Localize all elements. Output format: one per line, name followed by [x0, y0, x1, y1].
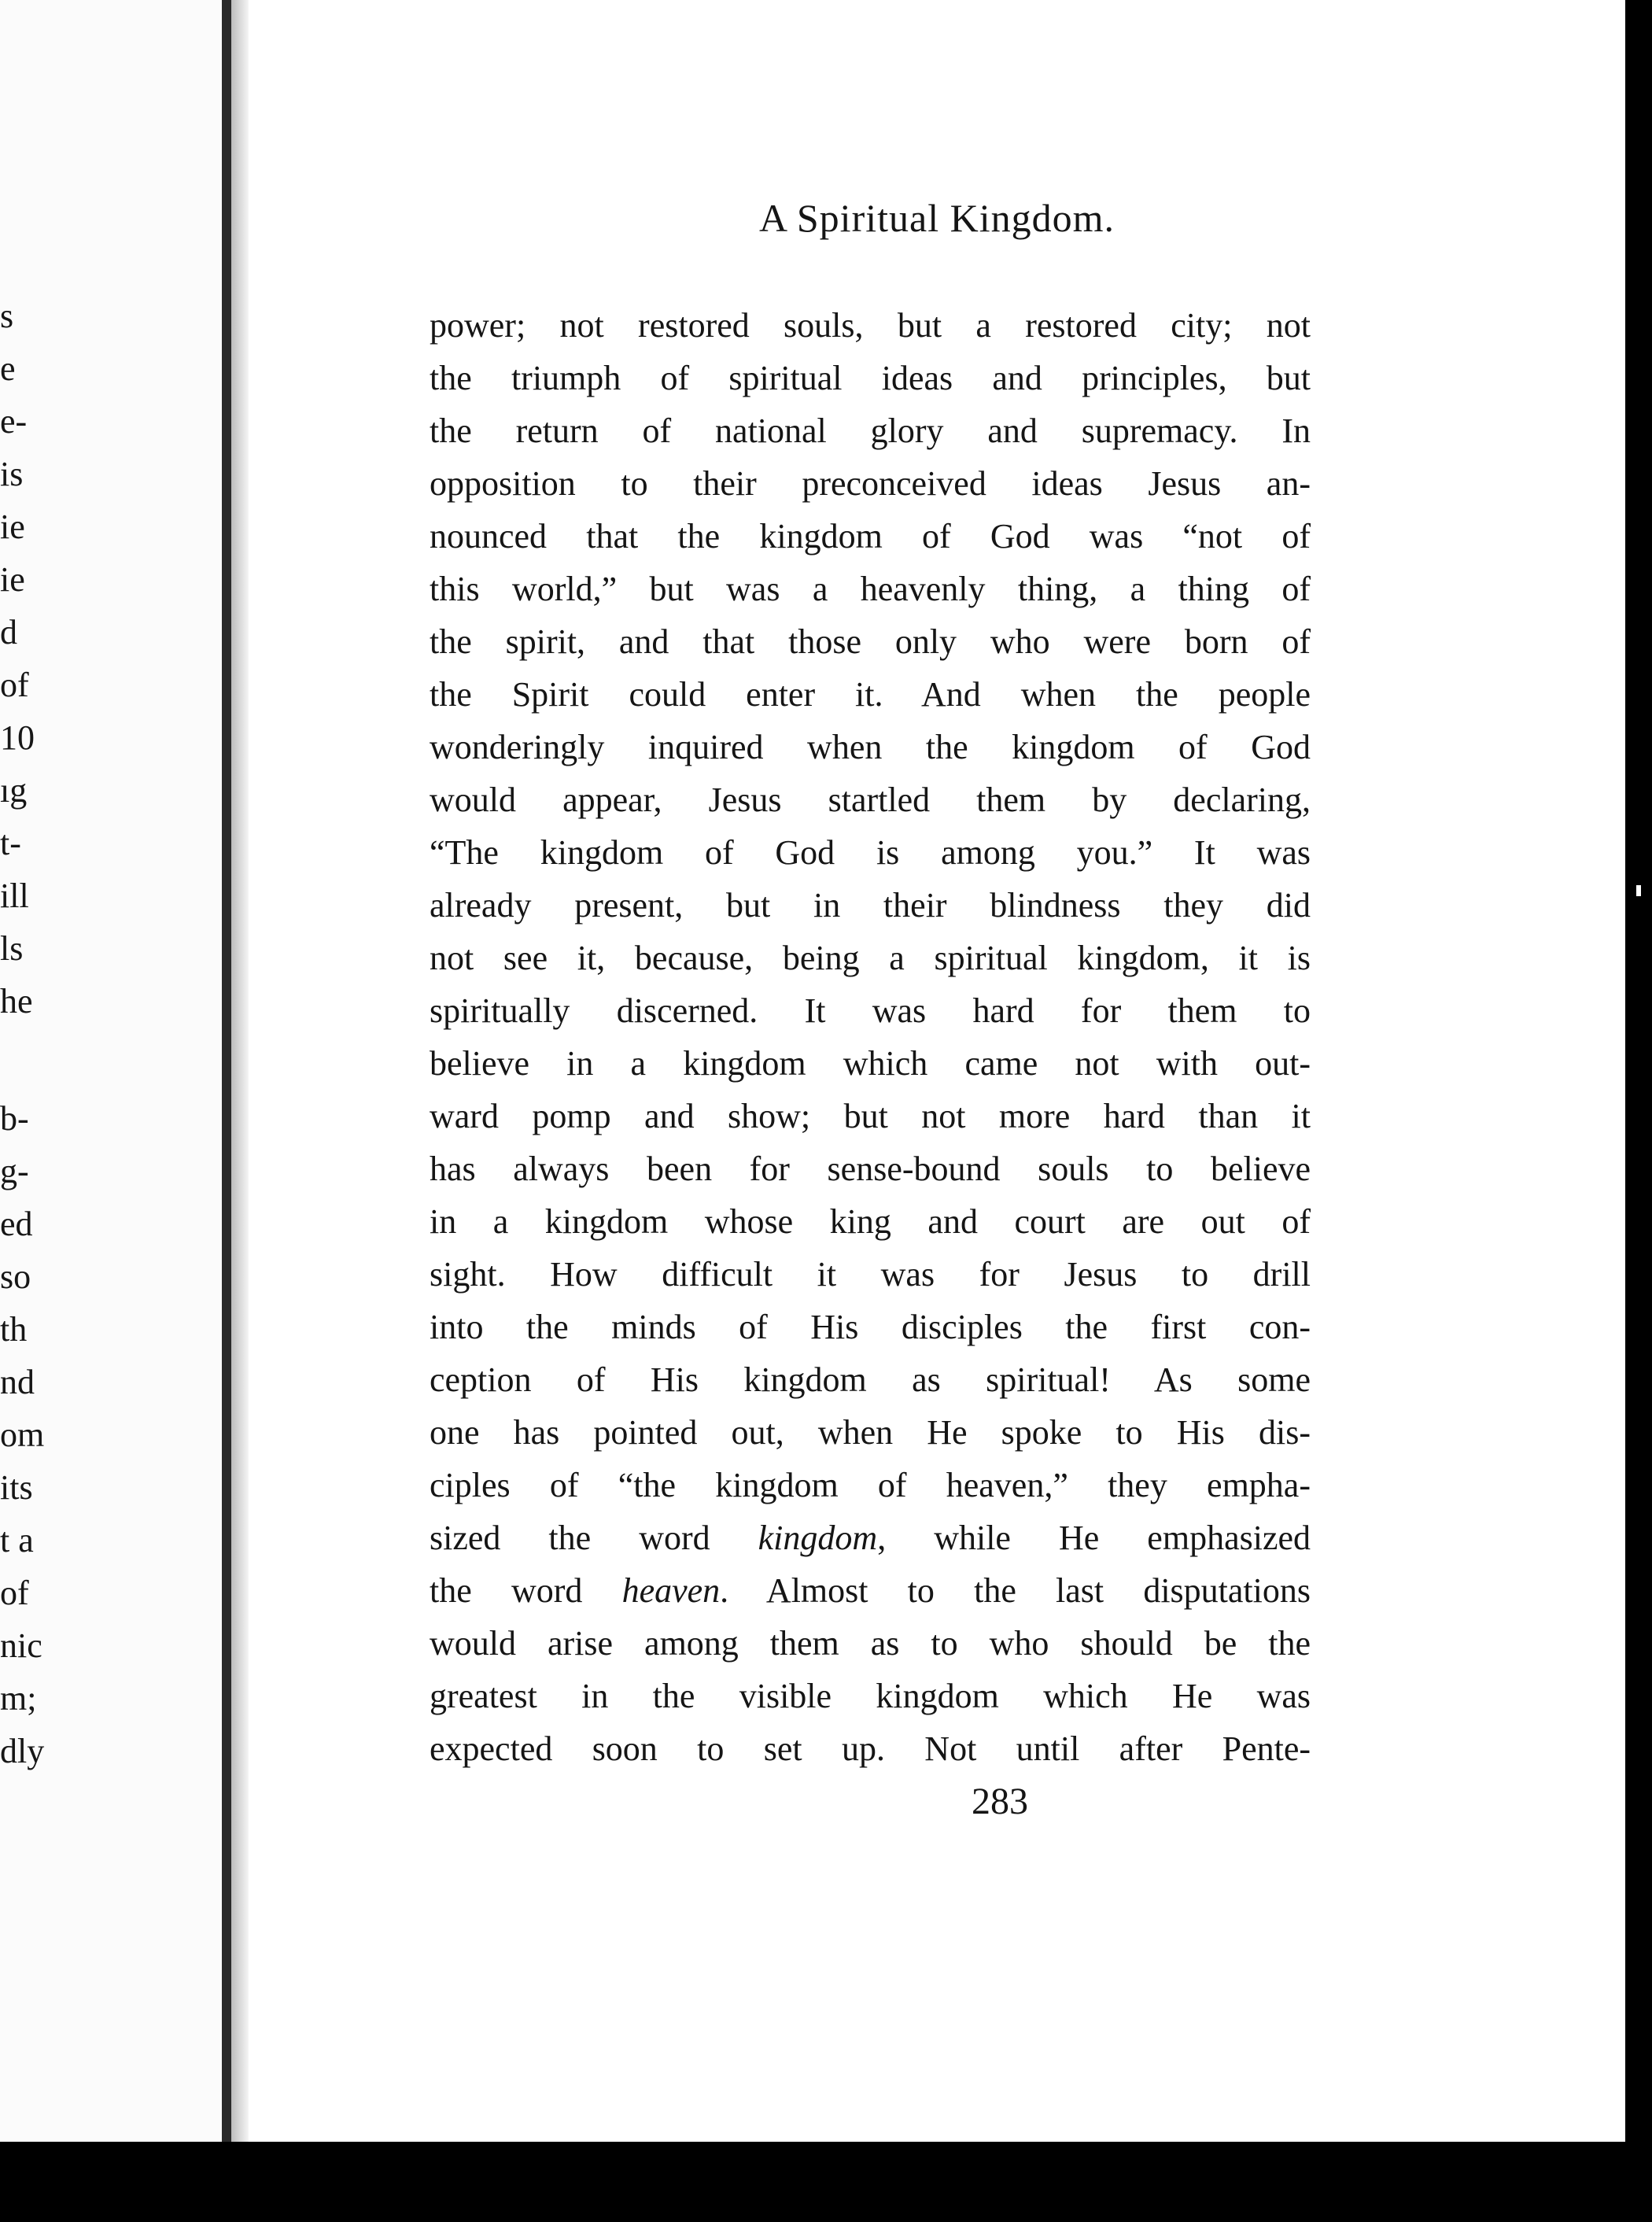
left-fragment: ıg	[0, 771, 28, 810]
text-line: power; not restored souls, but a restored city; not	[430, 306, 1311, 345]
left-fragment: b-	[0, 1099, 29, 1138]
text-line: one has pointed out, when He spoke to His dis-	[430, 1413, 1311, 1452]
left-fragment: of	[0, 1574, 29, 1612]
text-line: has always been for sense-bound souls to believe	[430, 1150, 1311, 1188]
text-line: spiritually discerned. It was hard for them to	[430, 991, 1311, 1030]
text-line: ception of His kingdom as spiritual! As some	[430, 1360, 1311, 1399]
left-fragment: e-	[0, 402, 28, 441]
scan-bottom-border	[0, 2142, 1652, 2222]
text-line: in a kingdom whose king and court are out of	[430, 1202, 1311, 1241]
text-line: believe in a kingdom which came not with out-	[430, 1044, 1311, 1083]
text-line: sized the word kingdom, while He emphasized	[430, 1519, 1311, 1557]
left-page-edge	[0, 0, 222, 2222]
text-line: would arise among them as to who should be the	[430, 1624, 1311, 1663]
left-fragment: th	[0, 1310, 28, 1349]
left-fragment: ed	[0, 1205, 33, 1243]
gutter-shadow	[231, 0, 249, 2222]
text-line: “The kingdom of God is among you.” It was	[430, 833, 1311, 872]
scan-right-border	[1625, 0, 1652, 2222]
left-fragment: 10	[0, 718, 35, 757]
left-fragment: e	[0, 349, 16, 388]
text-line: the triumph of spiritual ideas and principles, but	[430, 359, 1311, 397]
left-fragment: nd	[0, 1363, 35, 1401]
left-fragment: g-	[0, 1152, 29, 1190]
left-fragment: so	[0, 1257, 31, 1296]
left-fragment: its	[0, 1468, 33, 1507]
text-line: nounced that the kingdom of God was “not of	[430, 517, 1311, 556]
page-number: 283	[972, 1781, 1028, 1822]
text-line: would appear, Jesus startled them by declaring,	[430, 781, 1311, 819]
left-fragment: ie	[0, 560, 25, 599]
text-line: opposition to their preconceived ideas Jesus an-	[430, 464, 1311, 503]
text-line: the word heaven. Almost to the last disputations	[430, 1571, 1311, 1610]
text-line: into the minds of His disciples the first con-	[430, 1308, 1311, 1346]
left-fragment: s	[0, 297, 14, 335]
left-fragment: t-	[0, 824, 21, 862]
left-fragment: m;	[0, 1679, 37, 1718]
text-line: sight. How difficult it was for Jesus to drill	[430, 1255, 1311, 1294]
running-head: A Spiritual Kingdom.	[759, 196, 1115, 240]
text-line: ward pomp and show; but not more hard than it	[430, 1097, 1311, 1135]
left-fragment: nic	[0, 1626, 42, 1665]
left-fragment: ie	[0, 508, 25, 546]
left-fragment: ls	[0, 929, 24, 968]
text-line: expected soon to set up. Not until after Pente-	[430, 1729, 1311, 1768]
scan-speck	[1636, 885, 1641, 896]
left-fragment: dly	[0, 1732, 45, 1770]
text-line: the return of national glory and supremacy. In	[430, 412, 1311, 450]
text-line: ciples of “the kingdom of heaven,” they empha-	[430, 1466, 1311, 1504]
text-line: this world,” but was a heavenly thing, a thing of	[430, 570, 1311, 608]
text-line: greatest in the visible kingdom which He was	[430, 1677, 1311, 1715]
text-line: not see it, because, being a spiritual kingdom, it is	[430, 939, 1311, 977]
left-fragment: is	[0, 455, 24, 493]
text-line: the Spirit could enter it. And when the people	[430, 675, 1311, 714]
left-fragment: t a	[0, 1521, 34, 1559]
left-fragment: d	[0, 613, 17, 651]
text-line: the spirit, and that those only who were born of	[430, 622, 1311, 661]
left-fragment: om	[0, 1416, 45, 1454]
book-gutter	[222, 0, 231, 2222]
left-fragment: he	[0, 982, 33, 1021]
left-fragment: ill	[0, 877, 29, 915]
text-line: already present, but in their blindness they did	[430, 886, 1311, 925]
text-line: wonderingly inquired when the kingdom of God	[430, 728, 1311, 766]
left-fragment: of	[0, 666, 29, 704]
